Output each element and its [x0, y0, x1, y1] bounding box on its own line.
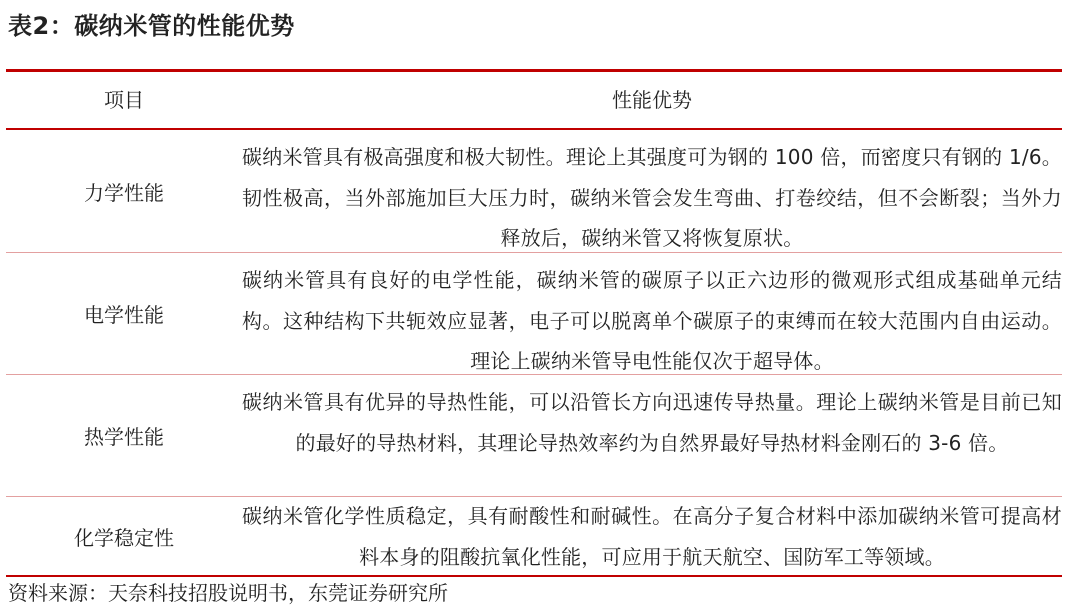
- row-item-label: 化学稳定性: [74, 525, 174, 550]
- row-item-label: 电学性能: [84, 303, 164, 327]
- header-item: 项目: [104, 88, 144, 112]
- header-advantage: 性能优势: [612, 88, 692, 112]
- table-header-row: [6, 72, 1062, 128]
- table-row: [6, 130, 1062, 252]
- row-item-label: 力学性能: [84, 180, 164, 205]
- table-caption: 表2：碳纳米管的性能优势: [8, 12, 295, 40]
- row-description: 碳纳米管化学性质稳定，具有耐酸性和耐碱性。在高分子复合材料中添加碳纳米管可提高材料本身的阻酸抗氧化性能，可应用于航天航空、国防军工等领域。: [242, 504, 1062, 569]
- table-bottom-rule: [6, 575, 1062, 577]
- row-description: 碳纳米管具有极高强度和极大韧性。理论上其强度可为钢的 100 倍，而密度只有钢的 1/6。韧性极高，当外部施加巨大压力时，碳纳米管会发生弯曲、打卷绞结，但不会断裂；当外力释放后，碳纳米管又将恢复原状。: [242, 145, 1062, 250]
- row-description: 碳纳米管具有良好的电学性能，碳纳米管的碳原子以正六边形的微观形式组成基础单元结构。这种结构下共轭效应显著，电子可以脱离单个碳原子的束缚而在较大范围内自由运动。理论上碳纳米管导电性能仅次于超导体。: [242, 268, 1062, 373]
- source-note: 资料来源：天奈科技招股说明书，东莞证券研究所: [8, 581, 448, 605]
- table-row: [6, 497, 1062, 575]
- row-description: 碳纳米管具有优异的导热性能，可以沿管长方向迅速传导热量。理论上碳纳米管是目前已知的最好的导热材料，其理论导热效率约为自然界最好导热材料金刚石的 3-6 倍。: [242, 390, 1062, 455]
- table-row: [6, 375, 1062, 496]
- table-row: [6, 253, 1062, 374]
- row-item-label: 热学性能: [84, 425, 164, 449]
